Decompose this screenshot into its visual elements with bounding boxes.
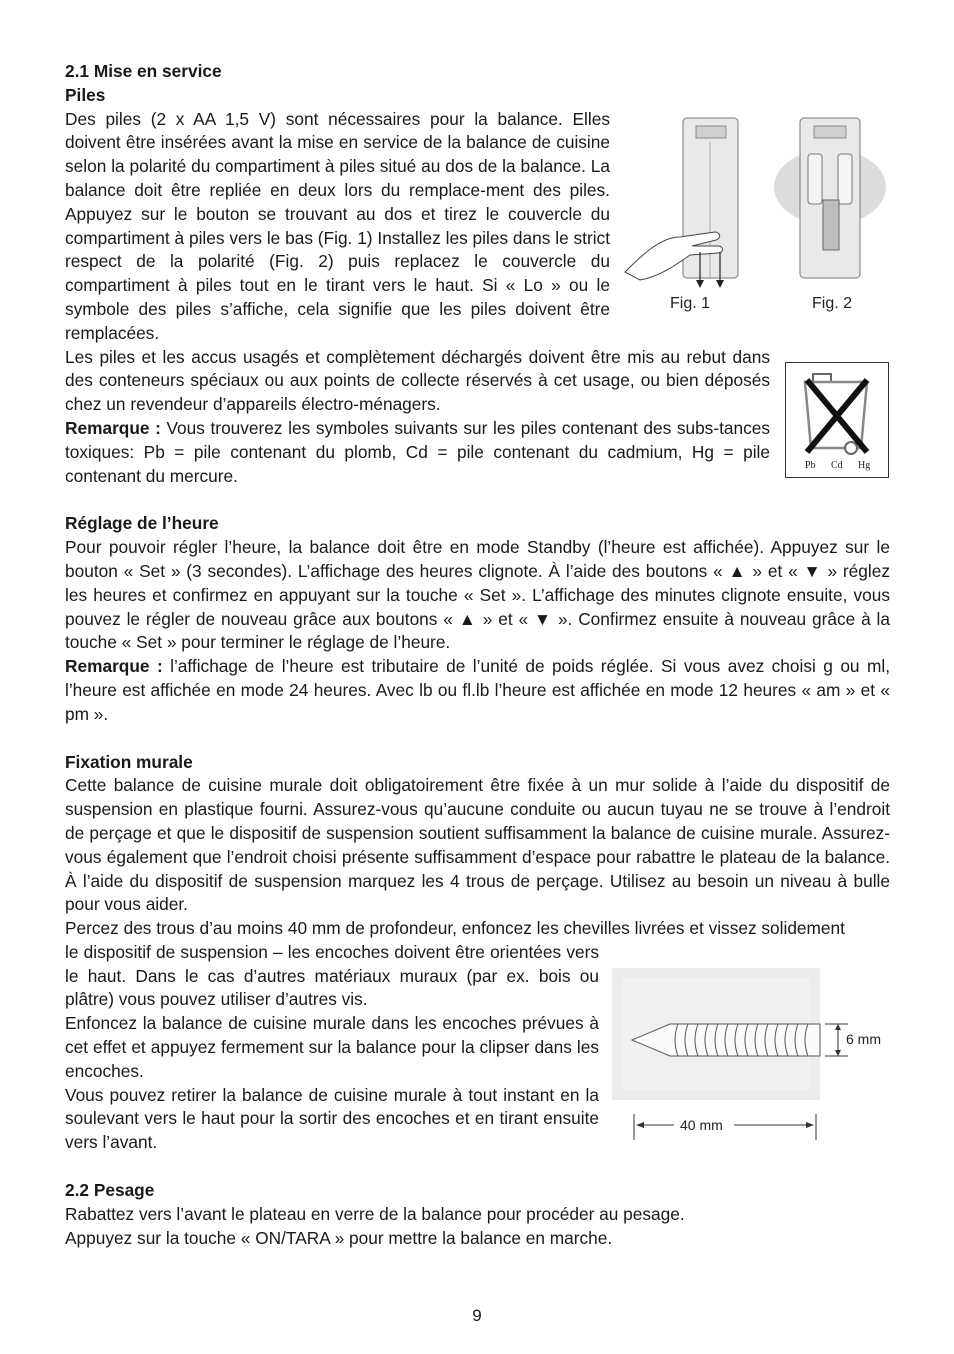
weighing-heading: 2.2 Pesage [65, 1180, 155, 1201]
disposal-paragraph: Les piles et les accus usagés et complètement déchargés doivent être mis au rebut dans des conteneurs spéciaux ou aux points de collecte réservés à cet usage, ou bien déposés chez un revendeur d’appareils électro-ménagers. [65, 346, 770, 415]
wall-paragraph-4: Enfoncez la balance de cuisine murale dans les encoches prévues à cet effet et appuyez fermement sur la balance pour la clipser dans les encoches. [65, 1013, 599, 1081]
fig2-label: Fig. 2 [812, 295, 853, 312]
wall-paragraph-5: Vous pouvez retirer la balance de cuisine murale à tout instant en la soulevant vers le haut pour la sortir des encoches et en tirant ensuite vers l’avant. [65, 1084, 599, 1153]
section-heading-mise-en-service: 2.1 Mise en service [65, 61, 222, 81]
weighing-line-1: Rabattez vers l’avant le plateau en verre de la balance pour procéder au pesage. [65, 1203, 685, 1224]
remark-text: Vous trouverez les symboles suivants sur les piles contenant des subs-tances toxiques: Pb = pile contenant du plomb, Cd = pile contenant du cadmium, Hg = pile contenant du mercure. [65, 417, 770, 486]
time-remark-text: l’affichage de l’heure est tributaire de l’unité de poids réglée. Si vous avez choisi g ou ml, l’heure est affichée en mode 24 heures. Avec lb ou fl.lb l’heure est affichée en mode 12 heures « am » et « pm ». [65, 656, 890, 724]
page-number: 9 [472, 1306, 482, 1325]
wall-paragraph-1: Cette balance de cuisine murale doit obligatoirement être fixée à un mur solide à l’aide du dispositif de suspension en plastique fourni. Assurez-vous qu’aucune conduite ou aucun tuyau ne se trouve à l’endroit de perçage et que le dispositif de suspension soutient suffisamment la balance de cuisine murale. Assurez-vous également que l’endroit choisi présente suffisamment d’espace pour rabattre le plateau de la balance. À l’aide du dispositif de suspension marquez les 4 trous de perçage. Utilisez au besoin un niveau à bulle pour vous aider. [65, 775, 890, 915]
fig1-label: Fig. 1 [670, 295, 711, 312]
fig1-illustration [625, 118, 738, 288]
cd-symbol: Cd [831, 460, 843, 471]
piles-heading: Piles [65, 84, 106, 105]
time-remark-label: Remarque : [65, 656, 163, 677]
battery-figures [620, 112, 895, 317]
piles-paragraph: Des piles (2 x AA 1,5 V) sont nécessaires pour la balance. Elles doivent être insérées avant la mise en service de la balance de cuisine selon la polarité du compartiment à piles situé au dos de la balance. La balance doit être repliée en deux lors du remplace-ment des piles. Appuyez sur le bouton se trouvant au dos et tirez le couvercle du compartiment à piles vers le bas (Fig. 1) Installez les piles dans le strict respect de la polarité (Fig. 2) puis replacez le couvercle du compartiment à piles tout en le tirant vers le haut. Si « Lo » ou le symbole des piles s’affiche, cela signifie que les piles doivent être remplacées. [65, 108, 610, 343]
wall-heading: Fixation murale [65, 751, 193, 772]
time-heading: Réglage de l’heure [65, 513, 219, 534]
weighing-line-2: Appuyez sur la touche « ON/TARA » pour mettre la balance en marche. [65, 1227, 613, 1248]
remark-label: Remarque : [65, 417, 161, 438]
pb-symbol: Pb [805, 460, 816, 471]
crossed-bin-icon [785, 362, 889, 478]
battery-remark [65, 417, 770, 488]
wall-paragraph-2: Percez des trous d’au moins 40 mm de profondeur, enfoncez les chevilles livrées et vissez solidement [65, 918, 845, 939]
drill-depth-label: 40 mm [680, 1117, 723, 1133]
wall-paragraph-3: le dispositif de suspension – les encoches doivent être orientées vers le haut. Dans le cas d’autres matériaux muraux (par ex. bois ou plâtre) vous pouvez utiliser d’autres vis. [65, 941, 599, 1010]
drill-diameter-label: 6 mm [846, 1031, 881, 1047]
hg-symbol: Hg [858, 460, 871, 471]
time-paragraph: Pour pouvoir régler l’heure, la balance doit être en mode Standby (l’heure est affichée). Appuyez sur le bouton « Set » (3 secondes). L’affichage des heures clignote. À l’aide des boutons « ▲ » et « ▼ » réglez les heures et confirmez en appuyant sur la touche « Set ». L’affichage des minutes clignote ensuite, vous pouvez le régler de nouveau grâce aux boutons « ▲ » et « ▼ ». Confirmez ensuite à nouveau grâce à la touche « Set » pour terminer le réglage de l’heure. [65, 537, 890, 653]
drill-figure [610, 968, 895, 1143]
fig2-illustration [774, 118, 886, 278]
time-remark [65, 655, 890, 726]
